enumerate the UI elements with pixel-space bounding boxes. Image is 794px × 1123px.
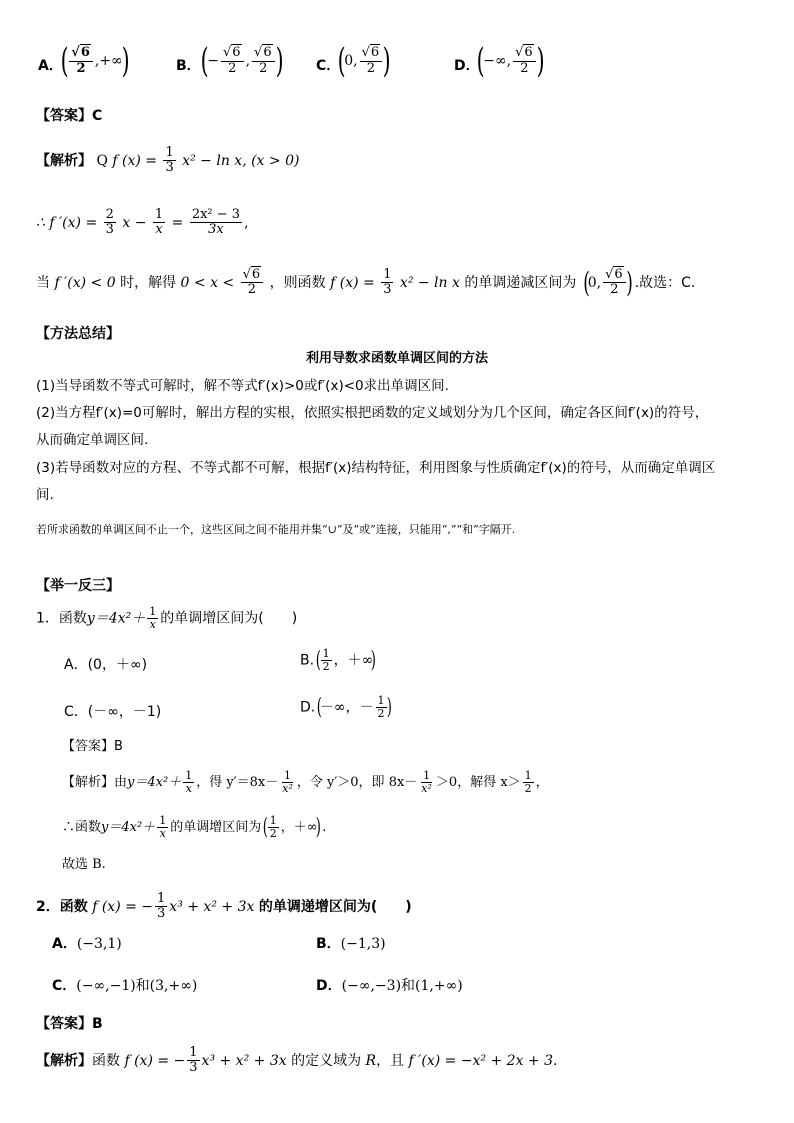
answer-1: 【答案】C: [36, 108, 103, 124]
option-a-sqrt: √6: [69, 46, 93, 61]
option-b: [176, 58, 201, 75]
q1-stem: 1．函数y＝4x²＋ $\frac{1}{x}$ 的单调增区间为( ): [36, 605, 298, 632]
method-note: 若所求函数的单调区间不止一个，这些区间之间不能用并集“∪”及“或”连接，只能用“,”“和”字隔开.: [36, 523, 516, 536]
option-b-math: (− $\frac{√6}{2}$ , $\frac{√6}{2}$ ): [200, 41, 284, 81]
option-b-label: B．: [176, 58, 201, 74]
q1-option-b: B.( $\frac{1}{2}$ ，＋∞): [300, 647, 377, 674]
q1-analysis-line-1: 【解析】由y＝4x²＋ $\frac{1}{x}$ ，得 y′＝8x－ $\frac{1}{\text{x²}}$ ，令 y′＞0，即 8x－ $\frac{1}{\text{x²}}$ ＞0，解得 x＞ $\frac{1}{2}$ ，: [62, 769, 549, 796]
option-d-label: D．: [454, 58, 480, 74]
q2-option-a: A．(−3,1): [52, 936, 122, 952]
option-d-math: (−∞, $\frac{√6}{2}$ ): [476, 41, 545, 81]
q2-analysis: 【解析】函数 f (x) = − $\frac{1}{3}$ x³ + x² + 3x 的定义域为 R，且 f ′(x) = −x² + 2x + 3.: [36, 1045, 558, 1076]
q2-option-c: C．(−∞,−1)和(3,+∞): [52, 978, 198, 994]
method-p1: (1)当导函数不等式可解时，解不等式f′(x)>0或f′(x)<0求出单调区间.: [36, 378, 449, 394]
option-c-label: C．: [316, 58, 341, 74]
method-p2b: 从而确定单调区间.: [36, 432, 149, 448]
q1-option-c: C．(－∞，－1): [64, 704, 162, 720]
analysis-1-line-3: 当 f ′(x) < 0 时，解得 0 < x < $\frac{√6}{2}$ ，则函数 f (x) = $\frac{1}{3}$ x² − ln x 的单调递减区间为 (0, $\frac{√6}{2}$ ) .故选：C.: [36, 265, 696, 299]
q2-option-d: D．(−∞,−3)和(1,+∞): [316, 978, 463, 994]
method-p3a: (3)若导函数对应的方程、不等式都不可解，根据f′(x)结构特征，利用图象与性质确定f′(x)的符号，从而确定单调区: [36, 460, 716, 476]
option-a-math: ( $\frac{√6}{2}$ ,+∞): [60, 41, 130, 81]
section-practice-label: 【举一反三】: [36, 578, 120, 594]
analysis-1-line-1: 【解析】 Q f (x) = $\frac{1}{3}$ x² − ln x, (x > 0): [36, 145, 300, 176]
option-row-top: [38, 41, 758, 92]
q1-analysis-line-3: 故选 B.: [62, 857, 106, 872]
q1-answer: 【答案】B: [62, 739, 123, 754]
option-c-math: (0, $\frac{√6}{2}$ ): [337, 41, 391, 81]
method-p2a: (2)当方程f′(x)=0可解时，解出方程的实根，依照实根把函数的定义域划分为几个区间，确定各区间f′(x)的符号，: [36, 405, 709, 421]
q2-stem: 2．函数 f (x) = − $\frac{1}{3}$ x³ + x² + 3x 的单调递增区间为( ): [36, 891, 412, 922]
method-title: 利用导数求函数单调区间的方法: [305, 351, 488, 366]
method-label: 【方法总结】: [36, 326, 120, 342]
q2-option-b: B．(−1,3): [316, 936, 386, 952]
q1-analysis-line-2: ∴函数y＝4x²＋ $\frac{1}{x}$ 的单调增区间为( $\frac{1}{2}$ ，＋∞) .: [62, 814, 327, 841]
option-a-label: A．: [38, 58, 63, 74]
q2-answer: 【答案】B: [36, 1016, 103, 1032]
q1-option-d: D.(－∞，－ $\frac{1}{2}$ ): [300, 694, 392, 721]
method-p3b: 间.: [36, 487, 54, 503]
analysis-1-line-2: ∴ f ′(x) = $\frac{2}{3}$ x − $\frac{1}{x}$ = $\frac{\text{2x² − 3}}{3x}$ ,: [36, 207, 249, 238]
q1-option-a: A．(0，＋∞): [64, 657, 148, 673]
